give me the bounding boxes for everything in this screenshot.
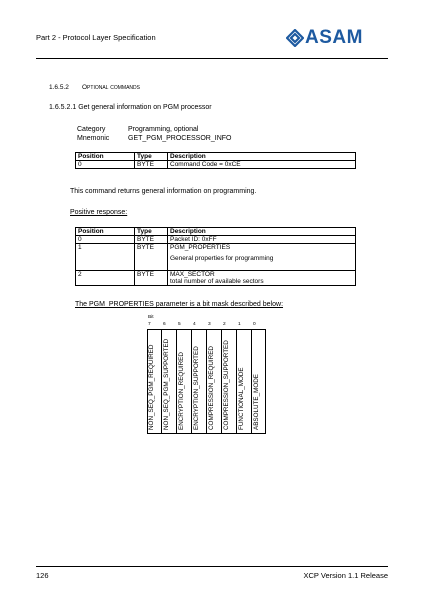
bit-cell-6 <box>162 329 177 434</box>
header-cell-position: Position <box>76 153 135 161</box>
cell-position: 1 <box>76 244 135 271</box>
bit-name: NON_SEQ_PGM_SUPPORTED <box>163 338 170 430</box>
cell-description-main: PGM_PROPERTIES <box>170 244 231 251</box>
page-number: 126 <box>36 571 49 580</box>
positive-response-label: Positive response: <box>70 209 128 216</box>
bit-cell-5 <box>177 329 192 434</box>
cell-description-detail: General properties for programming <box>170 255 274 262</box>
header-divider <box>36 58 388 59</box>
header-cell-type: Type <box>135 228 168 236</box>
bit-number-0: 0 <box>253 322 256 327</box>
bit-name: ABSOLUTE_MODE <box>253 374 260 430</box>
cell-position: 0 <box>76 161 135 169</box>
cell-type: BYTE <box>135 161 168 169</box>
cell-description <box>168 271 356 286</box>
header-cell-description: Description <box>168 228 356 236</box>
asam-logo-text: ASAM <box>305 27 363 48</box>
command-table <box>75 152 356 169</box>
bit-cell-3 <box>207 329 222 434</box>
mnemonic-value: GET_PGM_PROCESSOR_INFO <box>128 135 232 142</box>
mnemonic-label: Mnemonic <box>77 135 110 142</box>
cell-type: BYTE <box>135 236 168 244</box>
cell-description <box>168 244 356 271</box>
cell-description: Packet ID: 0xFF <box>168 236 356 244</box>
bit-number-2: 2 <box>223 322 226 327</box>
bit-cell-1 <box>237 329 252 434</box>
table-row <box>76 271 356 286</box>
bit-name: ENCRYPTION_REQUIRED <box>178 352 185 430</box>
bit-number-3: 3 <box>208 322 211 327</box>
bit-name: COMPRESSION_SUPPORTED <box>223 340 230 430</box>
bit-name: FUNCTIONAL_MODE <box>238 367 245 430</box>
table-header-row <box>76 153 356 161</box>
bit-name: ENCRYPTION_SUPPORTED <box>193 346 200 430</box>
cell-position: 2 <box>76 271 135 286</box>
header-cell-position: Position <box>76 228 135 236</box>
bit-name: COMPRESSION_REQUIRED <box>208 346 215 430</box>
bit-cell-0 <box>252 329 267 434</box>
bitmask-intro: The PGM_PROPERTIES parameter is a bit mask described below: <box>75 301 284 308</box>
footer-divider <box>36 566 388 567</box>
bit-number-7: 7 <box>148 322 151 327</box>
cell-type: BYTE <box>135 271 168 286</box>
cell-description: Command Code = 0xCE <box>168 161 356 169</box>
document-header-title: Part 2 - Protocol Layer Specification <box>36 33 156 42</box>
bit-label: Bit <box>148 315 154 320</box>
cell-type: BYTE <box>135 244 168 271</box>
bit-cell-4 <box>192 329 207 434</box>
response-table <box>75 227 356 286</box>
category-label: Category <box>77 126 106 133</box>
table-row <box>76 236 356 244</box>
category-value: Programming, optional <box>128 126 199 133</box>
bit-number-1: 1 <box>238 322 241 327</box>
cell-description-main: MAX_SECTOR <box>170 271 215 278</box>
cell-description-detail: total number of available sectors <box>170 278 264 285</box>
bit-name: NON_SEQ_PGM_REQUIRED <box>148 344 155 430</box>
table-row <box>76 244 356 271</box>
bit-number-4: 4 <box>193 322 196 327</box>
subsection-title: 1.6.5.2.1 Get general information on PGM processor <box>49 104 212 111</box>
table-header-row <box>76 228 356 236</box>
asam-logo-icon <box>286 29 304 47</box>
section-title: Optional commands <box>82 84 140 91</box>
cell-position: 0 <box>76 236 135 244</box>
header-cell-type: Type <box>135 153 168 161</box>
header-cell-description: Description <box>168 153 356 161</box>
bit-cell-7 <box>147 329 162 434</box>
command-description: This command returns general information on programming. <box>70 188 257 195</box>
section-number: 1.6.5.2 <box>49 84 69 91</box>
table-row <box>76 161 356 169</box>
bit-cell-2 <box>222 329 237 434</box>
bit-number-5: 5 <box>178 322 181 327</box>
bit-number-6: 6 <box>163 322 166 327</box>
document-version: XCP Version 1.1 Release <box>303 571 388 580</box>
